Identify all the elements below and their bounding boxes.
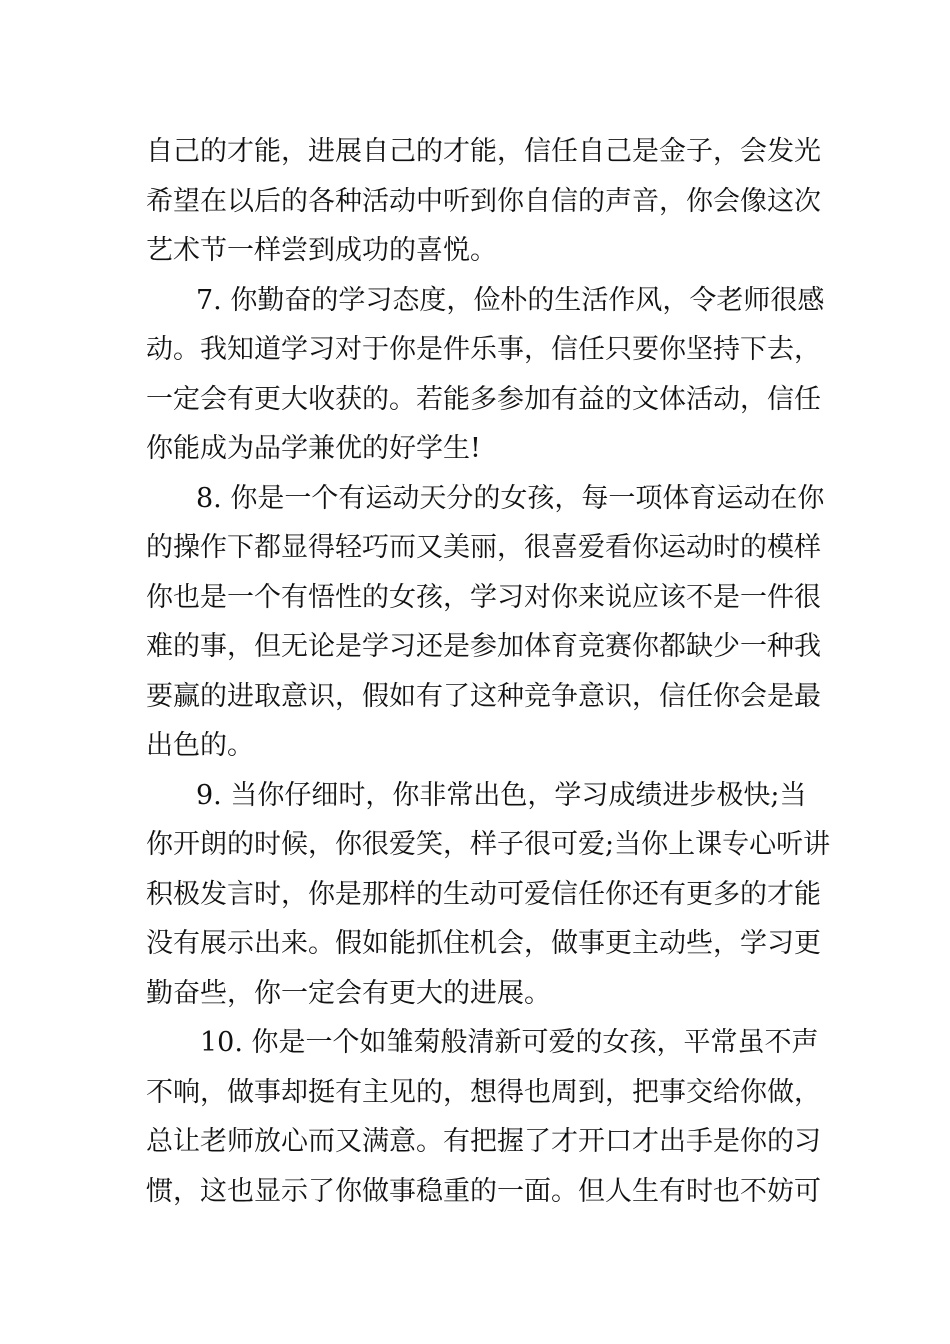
text-line: 一定会有更大收获的。若能多参加有益的文体活动，信任 xyxy=(146,383,821,415)
paragraph-7-start: 7. 你勤奋的学习态度，俭朴的生活作风，令老师很感 xyxy=(196,284,825,316)
text-line: 要赢的进取意识，假如有了这种竞争意识，信任你会是最 xyxy=(146,680,821,712)
text-line: 惯，这也显示了你做事稳重的一面。但人生有时也不妨可 xyxy=(146,1175,821,1207)
text-line: 你能成为品学兼优的好学生! xyxy=(146,433,481,464)
text-line: 希望在以后的各种活动中听到你自信的声音，你会像这次 xyxy=(146,185,821,217)
document-body xyxy=(146,127,831,1216)
text-line: 自己的才能，进展自己的才能，信任自己是金子，会发光 xyxy=(146,136,821,167)
text-line: 艺术节一样尝到成功的喜悦。 xyxy=(146,235,497,266)
text-line: 不响，做事却挺有主见的，想得也周到，把事交给你做， xyxy=(146,1076,821,1108)
text-line: 积极发言时，你是那样的生动可爱信任你还有更多的才能 xyxy=(146,878,821,910)
text-line: 没有展示出来。假如能抓住机会，做事更主动些，学习更 xyxy=(146,928,821,959)
text-line: 你开朗的时候，你很爱笑，样子很可爱;当你上课专心听讲 xyxy=(146,829,831,860)
text-line: 总让老师放心而又满意。有把握了才开口才出手是你的习 xyxy=(146,1126,821,1157)
paragraph-9-start: 9. 当你仔细时，你非常出色，学习成绩进步极快;当 xyxy=(196,779,807,811)
text-line: 动。我知道学习对于你是件乐事，信任只要你坚持下去， xyxy=(146,334,821,365)
paragraph-10-start: 10. 你是一个如雏菊般清新可爱的女孩，平常虽不声 xyxy=(200,1027,819,1058)
text-line: 你也是一个有悟性的女孩，学习对你来说应该不是一件很 xyxy=(146,581,821,613)
text-line: 难的事，但无论是学习还是参加体育竞赛你都缺少一种我 xyxy=(146,631,821,662)
text-line: 勤奋些，你一定会有更大的进展。 xyxy=(146,977,551,1009)
text-line: 出色的。 xyxy=(146,730,254,761)
paragraph-8-start: 8. 你是一个有运动天分的女孩，每一项体育运动在你 xyxy=(196,482,825,514)
text-line: 的操作下都显得轻巧而又美丽，很喜爱看你运动时的模样 xyxy=(146,532,821,563)
